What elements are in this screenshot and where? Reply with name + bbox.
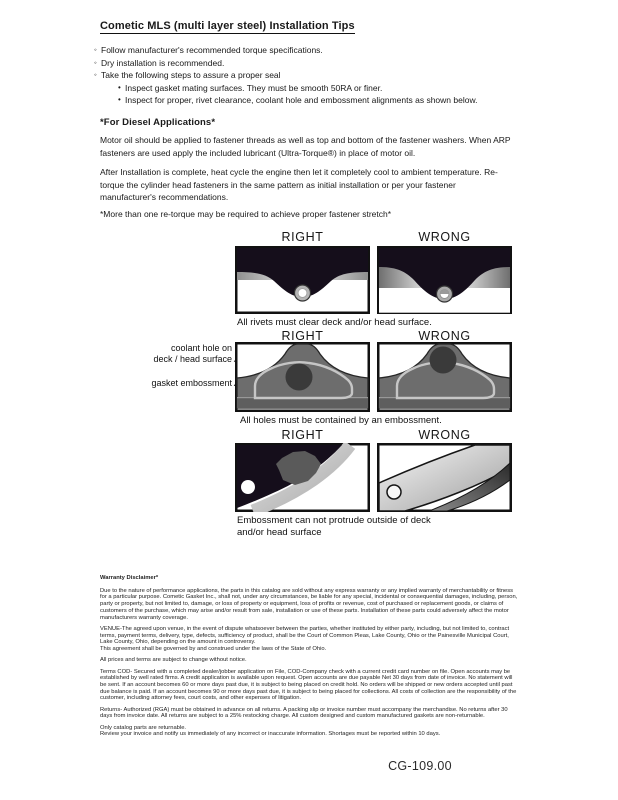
diagram-caption: Embossment can not protrude outside of deck and/or head surface xyxy=(237,515,431,538)
diagram-coolant-right xyxy=(235,342,370,412)
diagram-caption: All rivets must clear deck and/or head surface. xyxy=(237,317,432,328)
annotation-gasket-embossment: gasket embossment xyxy=(151,378,232,388)
sub-tip-item xyxy=(118,94,524,107)
tip-text: Dry installation is recommended. xyxy=(101,57,225,68)
diesel-heading: *For Diesel Applications* xyxy=(100,117,216,128)
diesel-paragraph: Motor oil should be applied to fastener threads as well as top and bottom of the fastener washers. When ARP fasteners are used apply the included lubricant (Ultra-Torque®) in place of motor oil. xyxy=(100,135,511,158)
page-number: CG-109.00 xyxy=(388,759,452,773)
diesel-paragraph: *More than one re-torque may be required to achieve proper fastener stretch* xyxy=(100,209,392,219)
tip-item xyxy=(94,57,524,70)
diagram-rivet-right xyxy=(235,246,370,314)
tip-text: Take the following steps to assure a proper seal xyxy=(101,70,281,80)
diagram-caption: All holes must be contained by an embossment. xyxy=(240,415,442,426)
right-header: RIGHT xyxy=(281,329,324,343)
solid-bullet-icon: • xyxy=(118,95,121,104)
disclaimer-heading: Warranty Disclaimer* xyxy=(100,575,159,581)
sub-tip-item xyxy=(118,82,524,95)
disclaimer-paragraph: All prices and terms are subject to change without notice. xyxy=(100,657,247,664)
tip-text: Follow manufacturer's recommended torque specifications. xyxy=(101,45,323,55)
sub-tip-text: Inspect gasket mating surfaces. They must be smooth 50RA or finer. xyxy=(125,82,383,93)
sub-tip-text: Inspect for proper, rivet clearance, coolant hole and embossment alignments as shown below. xyxy=(125,95,478,105)
diagram-rivet-wrong xyxy=(377,246,512,314)
disclaimer-paragraph: Only catalog parts are returnable. xyxy=(100,724,187,731)
disclaimer-paragraph: Returns- Authorized (RGA) must be obtained in advance on all returns. A packing slip or invoice number must accompany the merchandise. No returns after 30 days from invoice date. All returns are subject to a 25% restocking charge. All custom designed and custom manufactured gaskets are non-returnable. xyxy=(100,706,508,720)
tip-item xyxy=(94,69,524,82)
page-title: Cometic MLS (multi layer steel) Installation Tips xyxy=(100,20,355,32)
disclaimer-paragraph: This agreement shall be governed by and construed under the laws of the State of Ohio. xyxy=(100,645,327,652)
wrong-header: WRONG xyxy=(418,428,471,442)
diagram-embossment-right xyxy=(235,443,370,512)
hollow-bullet-icon: ◦ xyxy=(94,45,97,54)
disclaimer-paragraph: Review your invoice and notify us immediately of any incorrect or inaccurate information. Shortages must be reported within 10 days. xyxy=(100,731,441,738)
diagram-embossment-wrong xyxy=(377,443,512,512)
disclaimer-paragraph: Terms COD- Secured with a completed dealer/jobber application on File, COD-Company check with a current credit card number on file. Open accounts may be established by well rated firms. A credit application is available upon request. Open accounts are due payable Net 30 days from date of invoice. No statement will be sent. If an account becomes 60 or more days past due, it is subject to being placed on credit hold. No orders will be shipped or new orders accepted until past due balance is paid. If an account becomes 90 or more days past due, it is subject to being placed for collections. All costs of collection are the responsibility of the customer, including attorney fees, court costs, and other expenses of litigation. xyxy=(100,668,517,702)
disclaimer-paragraph: VENUE-The agreed upon venue, in the event of dispute whatsoever between the parties, whether instituted by either party, including, but not limited to, contract terms, payment terms, delivery, type, defects, sufficiency of product, shall be the Court of Common Pleas, Lake County, Ohio or the Painesville Municipal Court, Lake County, Ohio, depending on the amount in controversy. xyxy=(100,625,510,646)
solid-bullet-icon: • xyxy=(118,82,121,92)
disclaimer-paragraph: Due to the nature of performance applications, the parts in this catalog are sold without any express warranty or any implied warranty of merchantability or fitness for a particular purpose. Cometic Gasket Inc., shall not, under any circumstances, be liable for any special, incidental or consequential damages, including, person, party or property, but not limited to, damage, or loss of property or equipment, loss of profits or revenue, cost of purchased or replacement goods, or claims of customers of the purchase, which may arise and/or result from sale, installation or use of these parts. Installation of these parts could adversely affect the motor manufacturers warranty coverage. xyxy=(100,587,518,621)
annotation-coolant-hole: coolant hole on deck / head surface xyxy=(153,343,232,364)
warranty-disclaimer xyxy=(100,575,518,743)
hollow-bullet-icon: ◦ xyxy=(94,70,97,79)
tip-item xyxy=(94,44,524,57)
hollow-bullet-icon: ◦ xyxy=(94,57,97,67)
wrong-header: WRONG xyxy=(418,230,471,244)
wrong-header: WRONG xyxy=(418,329,471,343)
right-header: RIGHT xyxy=(281,230,324,244)
diesel-paragraph: After Installation is complete, heat cycle the engine then let it completely cool to ambient temperature. Re-torque the cylinder head fasteners in the same pattern as initial installation or per your fastener manufacturer's recommendations. xyxy=(100,167,498,202)
diagram-coolant-wrong xyxy=(377,342,512,412)
right-header: RIGHT xyxy=(281,428,324,442)
tips-list xyxy=(94,44,524,107)
